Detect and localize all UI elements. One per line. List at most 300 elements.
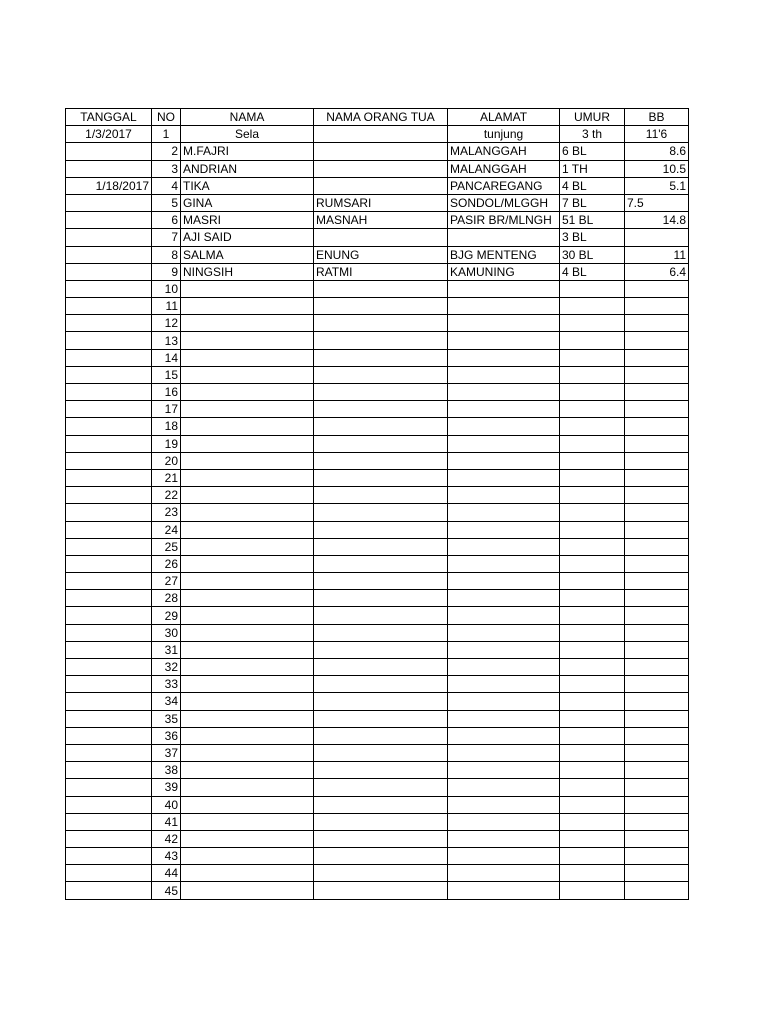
cell-nama [181,693,314,710]
cell-bb [625,366,689,383]
cell-no: 27 [152,573,181,590]
cell-nama [181,710,314,727]
cell-nama-orang-tua [314,865,448,882]
cell-no: 9 [152,263,181,280]
cell-umur [560,744,625,761]
cell-tanggal [66,418,152,435]
cell-alamat [448,573,560,590]
header-umur: UMUR [560,109,625,126]
table-row [66,830,689,847]
cell-tanggal [66,349,152,366]
table-row [66,435,689,452]
cell-umur [560,865,625,882]
cell-nama [181,624,314,641]
table-row [66,212,689,229]
cell-umur [560,332,625,349]
cell-tanggal: 1/3/2017 [66,126,152,143]
cell-tanggal [66,641,152,658]
cell-nama: SALMA [181,246,314,263]
table-row [66,813,689,830]
cell-nama-orang-tua [314,126,448,143]
cell-bb [625,401,689,418]
cell-tanggal [66,538,152,555]
cell-tanggal [66,366,152,383]
table-row [66,848,689,865]
cell-nama [181,384,314,401]
cell-umur [560,538,625,555]
cell-alamat [448,865,560,882]
cell-alamat [448,229,560,246]
cell-alamat [448,676,560,693]
cell-nama [181,538,314,555]
cell-nama [181,521,314,538]
cell-bb [625,659,689,676]
cell-umur: 4 BL [560,263,625,280]
cell-nama [181,401,314,418]
cell-tanggal [66,452,152,469]
cell-nama-orang-tua [314,710,448,727]
cell-umur [560,659,625,676]
cell-bb: 11 [625,246,689,263]
cell-no: 19 [152,435,181,452]
cell-no: 28 [152,590,181,607]
cell-alamat [448,727,560,744]
cell-alamat [448,315,560,332]
table-row [66,143,689,160]
cell-bb [625,504,689,521]
table-row [66,796,689,813]
table-row [66,538,689,555]
header-nama: NAMA [181,109,314,126]
cell-nama-orang-tua: RATMI [314,263,448,280]
cell-tanggal [66,779,152,796]
cell-nama-orang-tua [314,641,448,658]
cell-bb: 11'6 [625,126,689,143]
cell-no: 38 [152,762,181,779]
cell-bb [625,435,689,452]
cell-no: 5 [152,194,181,211]
cell-nama-orang-tua [314,676,448,693]
cell-alamat [448,555,560,572]
cell-bb [625,469,689,486]
cell-nama-orang-tua: MASNAH [314,212,448,229]
cell-alamat [448,848,560,865]
cell-nama-orang-tua: ENUNG [314,246,448,263]
cell-umur [560,590,625,607]
cell-nama-orang-tua [314,298,448,315]
cell-alamat: MALANGGAH [448,143,560,160]
cell-nama-orang-tua [314,693,448,710]
cell-no: 32 [152,659,181,676]
cell-tanggal [66,590,152,607]
cell-no: 41 [152,813,181,830]
cell-bb [625,796,689,813]
table-row [66,280,689,297]
table-row [66,693,689,710]
cell-no: 25 [152,538,181,555]
cell-no: 16 [152,384,181,401]
cell-alamat [448,332,560,349]
cell-tanggal [66,487,152,504]
cell-tanggal [66,659,152,676]
cell-nama [181,349,314,366]
cell-bb [625,624,689,641]
cell-tanggal [66,813,152,830]
cell-no: 12 [152,315,181,332]
cell-nama-orang-tua [314,332,448,349]
cell-no: 6 [152,212,181,229]
cell-nama [181,573,314,590]
cell-bb [625,298,689,315]
cell-umur [560,298,625,315]
cell-alamat [448,693,560,710]
cell-bb [625,521,689,538]
cell-umur [560,779,625,796]
cell-bb [625,710,689,727]
cell-bb [625,487,689,504]
cell-tanggal [66,676,152,693]
cell-nama [181,332,314,349]
cell-tanggal [66,830,152,847]
cell-umur [560,848,625,865]
cell-umur: 4 BL [560,177,625,194]
cell-alamat: PANCAREGANG [448,177,560,194]
cell-no: 33 [152,676,181,693]
table-row [66,418,689,435]
cell-no: 34 [152,693,181,710]
cell-tanggal [66,212,152,229]
cell-nama: M.FAJRI [181,143,314,160]
cell-nama-orang-tua [314,813,448,830]
table-row [66,349,689,366]
cell-umur [560,384,625,401]
cell-no: 21 [152,469,181,486]
cell-nama-orang-tua [314,830,448,847]
cell-nama [181,418,314,435]
cell-nama-orang-tua [314,469,448,486]
cell-bb [625,865,689,882]
cell-no: 4 [152,177,181,194]
cell-umur [560,641,625,658]
cell-tanggal [66,315,152,332]
cell-nama [181,280,314,297]
table-row [66,298,689,315]
cell-alamat [448,590,560,607]
cell-umur [560,349,625,366]
cell-tanggal [66,521,152,538]
cell-tanggal [66,607,152,624]
cell-alamat [448,624,560,641]
cell-alamat [448,744,560,761]
cell-bb [625,452,689,469]
cell-alamat: BJG MENTENG [448,246,560,263]
cell-nama-orang-tua [314,727,448,744]
cell-alamat [448,762,560,779]
table-row [66,641,689,658]
cell-bb [625,848,689,865]
cell-no: 14 [152,349,181,366]
cell-nama [181,452,314,469]
cell-bb [625,779,689,796]
cell-umur [560,555,625,572]
cell-bb [625,607,689,624]
cell-tanggal [66,693,152,710]
table-row [66,452,689,469]
table-row [66,573,689,590]
cell-nama-orang-tua [314,401,448,418]
cell-nama [181,744,314,761]
cell-nama [181,607,314,624]
cell-alamat [448,830,560,847]
cell-no: 31 [152,641,181,658]
cell-nama-orang-tua [314,659,448,676]
cell-bb [625,538,689,555]
cell-tanggal [66,280,152,297]
cell-umur: 3 th [560,126,625,143]
cell-nama-orang-tua [314,882,448,899]
cell-nama [181,366,314,383]
cell-nama-orang-tua [314,607,448,624]
cell-tanggal [66,762,152,779]
cell-umur [560,469,625,486]
table-row [66,263,689,280]
cell-umur: 51 BL [560,212,625,229]
cell-alamat [448,349,560,366]
cell-nama-orang-tua [314,590,448,607]
cell-nama: Sela [181,126,314,143]
cell-bb [625,676,689,693]
cell-nama: TIKA [181,177,314,194]
cell-nama [181,469,314,486]
cell-umur [560,504,625,521]
cell-bb [625,641,689,658]
cell-nama-orang-tua [314,452,448,469]
cell-no: 39 [152,779,181,796]
cell-no: 1 [152,126,181,143]
table-row [66,607,689,624]
cell-tanggal: 1/18/2017 [66,177,152,194]
cell-no: 11 [152,298,181,315]
cell-bb [625,573,689,590]
cell-no: 36 [152,727,181,744]
cell-tanggal [66,573,152,590]
cell-bb [625,813,689,830]
cell-umur [560,418,625,435]
cell-bb [625,830,689,847]
cell-nama-orang-tua [314,779,448,796]
cell-nama-orang-tua [314,315,448,332]
cell-nama-orang-tua [314,573,448,590]
table-row [66,744,689,761]
cell-nama [181,590,314,607]
cell-nama [181,727,314,744]
cell-bb: 10.5 [625,160,689,177]
cell-bb: 14.8 [625,212,689,229]
cell-no: 8 [152,246,181,263]
table-row [66,229,689,246]
cell-umur: 30 BL [560,246,625,263]
cell-no: 45 [152,882,181,899]
cell-no: 22 [152,487,181,504]
cell-nama [181,882,314,899]
cell-umur [560,624,625,641]
cell-umur [560,366,625,383]
table-row [66,401,689,418]
cell-tanggal [66,229,152,246]
cell-umur [560,607,625,624]
cell-umur [560,813,625,830]
cell-nama-orang-tua [314,521,448,538]
cell-nama [181,796,314,813]
cell-tanggal [66,332,152,349]
cell-nama: GINA [181,194,314,211]
cell-nama [181,435,314,452]
cell-no: 30 [152,624,181,641]
cell-bb [625,744,689,761]
cell-nama-orang-tua [314,555,448,572]
cell-umur [560,676,625,693]
cell-nama-orang-tua [314,280,448,297]
cell-nama: NINGSIH [181,263,314,280]
cell-nama [181,298,314,315]
table-row [66,865,689,882]
cell-umur: 3 BL [560,229,625,246]
cell-bb [625,590,689,607]
cell-bb [625,384,689,401]
table-row [66,710,689,727]
cell-umur [560,487,625,504]
cell-nama [181,315,314,332]
cell-alamat: MALANGGAH [448,160,560,177]
cell-tanggal [66,143,152,160]
cell-umur [560,280,625,297]
cell-no: 2 [152,143,181,160]
cell-alamat [448,280,560,297]
cell-bb [625,555,689,572]
table-row [66,659,689,676]
cell-alamat [448,779,560,796]
cell-no: 43 [152,848,181,865]
cell-nama [181,848,314,865]
cell-no: 26 [152,555,181,572]
cell-nama [181,555,314,572]
cell-nama-orang-tua [314,762,448,779]
table-row [66,332,689,349]
cell-nama-orang-tua: RUMSARI [314,194,448,211]
table-row [66,624,689,641]
cell-alamat [448,796,560,813]
cell-bb [625,727,689,744]
cell-no: 29 [152,607,181,624]
cell-nama [181,487,314,504]
table-row [66,194,689,211]
cell-bb [625,332,689,349]
cell-alamat [448,435,560,452]
table-row [66,882,689,899]
cell-alamat [448,659,560,676]
cell-alamat: tunjung [448,126,560,143]
table-row [66,727,689,744]
cell-nama-orang-tua [314,624,448,641]
table-body [66,126,689,899]
cell-alamat [448,504,560,521]
cell-umur: 7 BL [560,194,625,211]
cell-umur [560,830,625,847]
cell-nama-orang-tua [314,796,448,813]
cell-nama-orang-tua [314,848,448,865]
cell-umur [560,727,625,744]
cell-no: 3 [152,160,181,177]
cell-nama [181,813,314,830]
cell-nama [181,762,314,779]
cell-bb [625,280,689,297]
cell-tanggal [66,298,152,315]
cell-tanggal [66,848,152,865]
cell-tanggal [66,882,152,899]
cell-nama-orang-tua [314,487,448,504]
cell-alamat [448,607,560,624]
cell-umur [560,452,625,469]
cell-nama [181,865,314,882]
table-row [66,384,689,401]
cell-bb [625,418,689,435]
cell-tanggal [66,710,152,727]
cell-nama [181,676,314,693]
cell-alamat: SONDOL/MLGGH [448,194,560,211]
cell-nama-orang-tua [314,160,448,177]
cell-tanggal [66,160,152,177]
table-row [66,521,689,538]
cell-nama [181,779,314,796]
cell-no: 40 [152,796,181,813]
cell-alamat [448,401,560,418]
cell-nama-orang-tua [314,538,448,555]
header-alamat: ALAMAT [448,109,560,126]
cell-bb [625,315,689,332]
cell-nama [181,830,314,847]
table-row [66,504,689,521]
cell-nama-orang-tua [314,177,448,194]
cell-no: 10 [152,280,181,297]
cell-no: 15 [152,366,181,383]
cell-nama-orang-tua [314,384,448,401]
cell-nama-orang-tua [314,229,448,246]
cell-tanggal [66,555,152,572]
cell-nama [181,504,314,521]
cell-no: 13 [152,332,181,349]
cell-nama-orang-tua [314,504,448,521]
cell-bb [625,882,689,899]
cell-alamat [448,710,560,727]
cell-no: 18 [152,418,181,435]
cell-alamat [448,418,560,435]
cell-tanggal [66,435,152,452]
cell-no: 35 [152,710,181,727]
cell-umur [560,401,625,418]
cell-nama-orang-tua [314,143,448,160]
cell-alamat [448,298,560,315]
cell-no: 44 [152,865,181,882]
cell-umur [560,521,625,538]
cell-alamat [448,538,560,555]
register-table [65,108,689,900]
header-bb: BB [625,109,689,126]
cell-tanggal [66,401,152,418]
cell-umur [560,435,625,452]
cell-alamat [448,487,560,504]
cell-tanggal [66,865,152,882]
cell-alamat: KAMUNING [448,263,560,280]
